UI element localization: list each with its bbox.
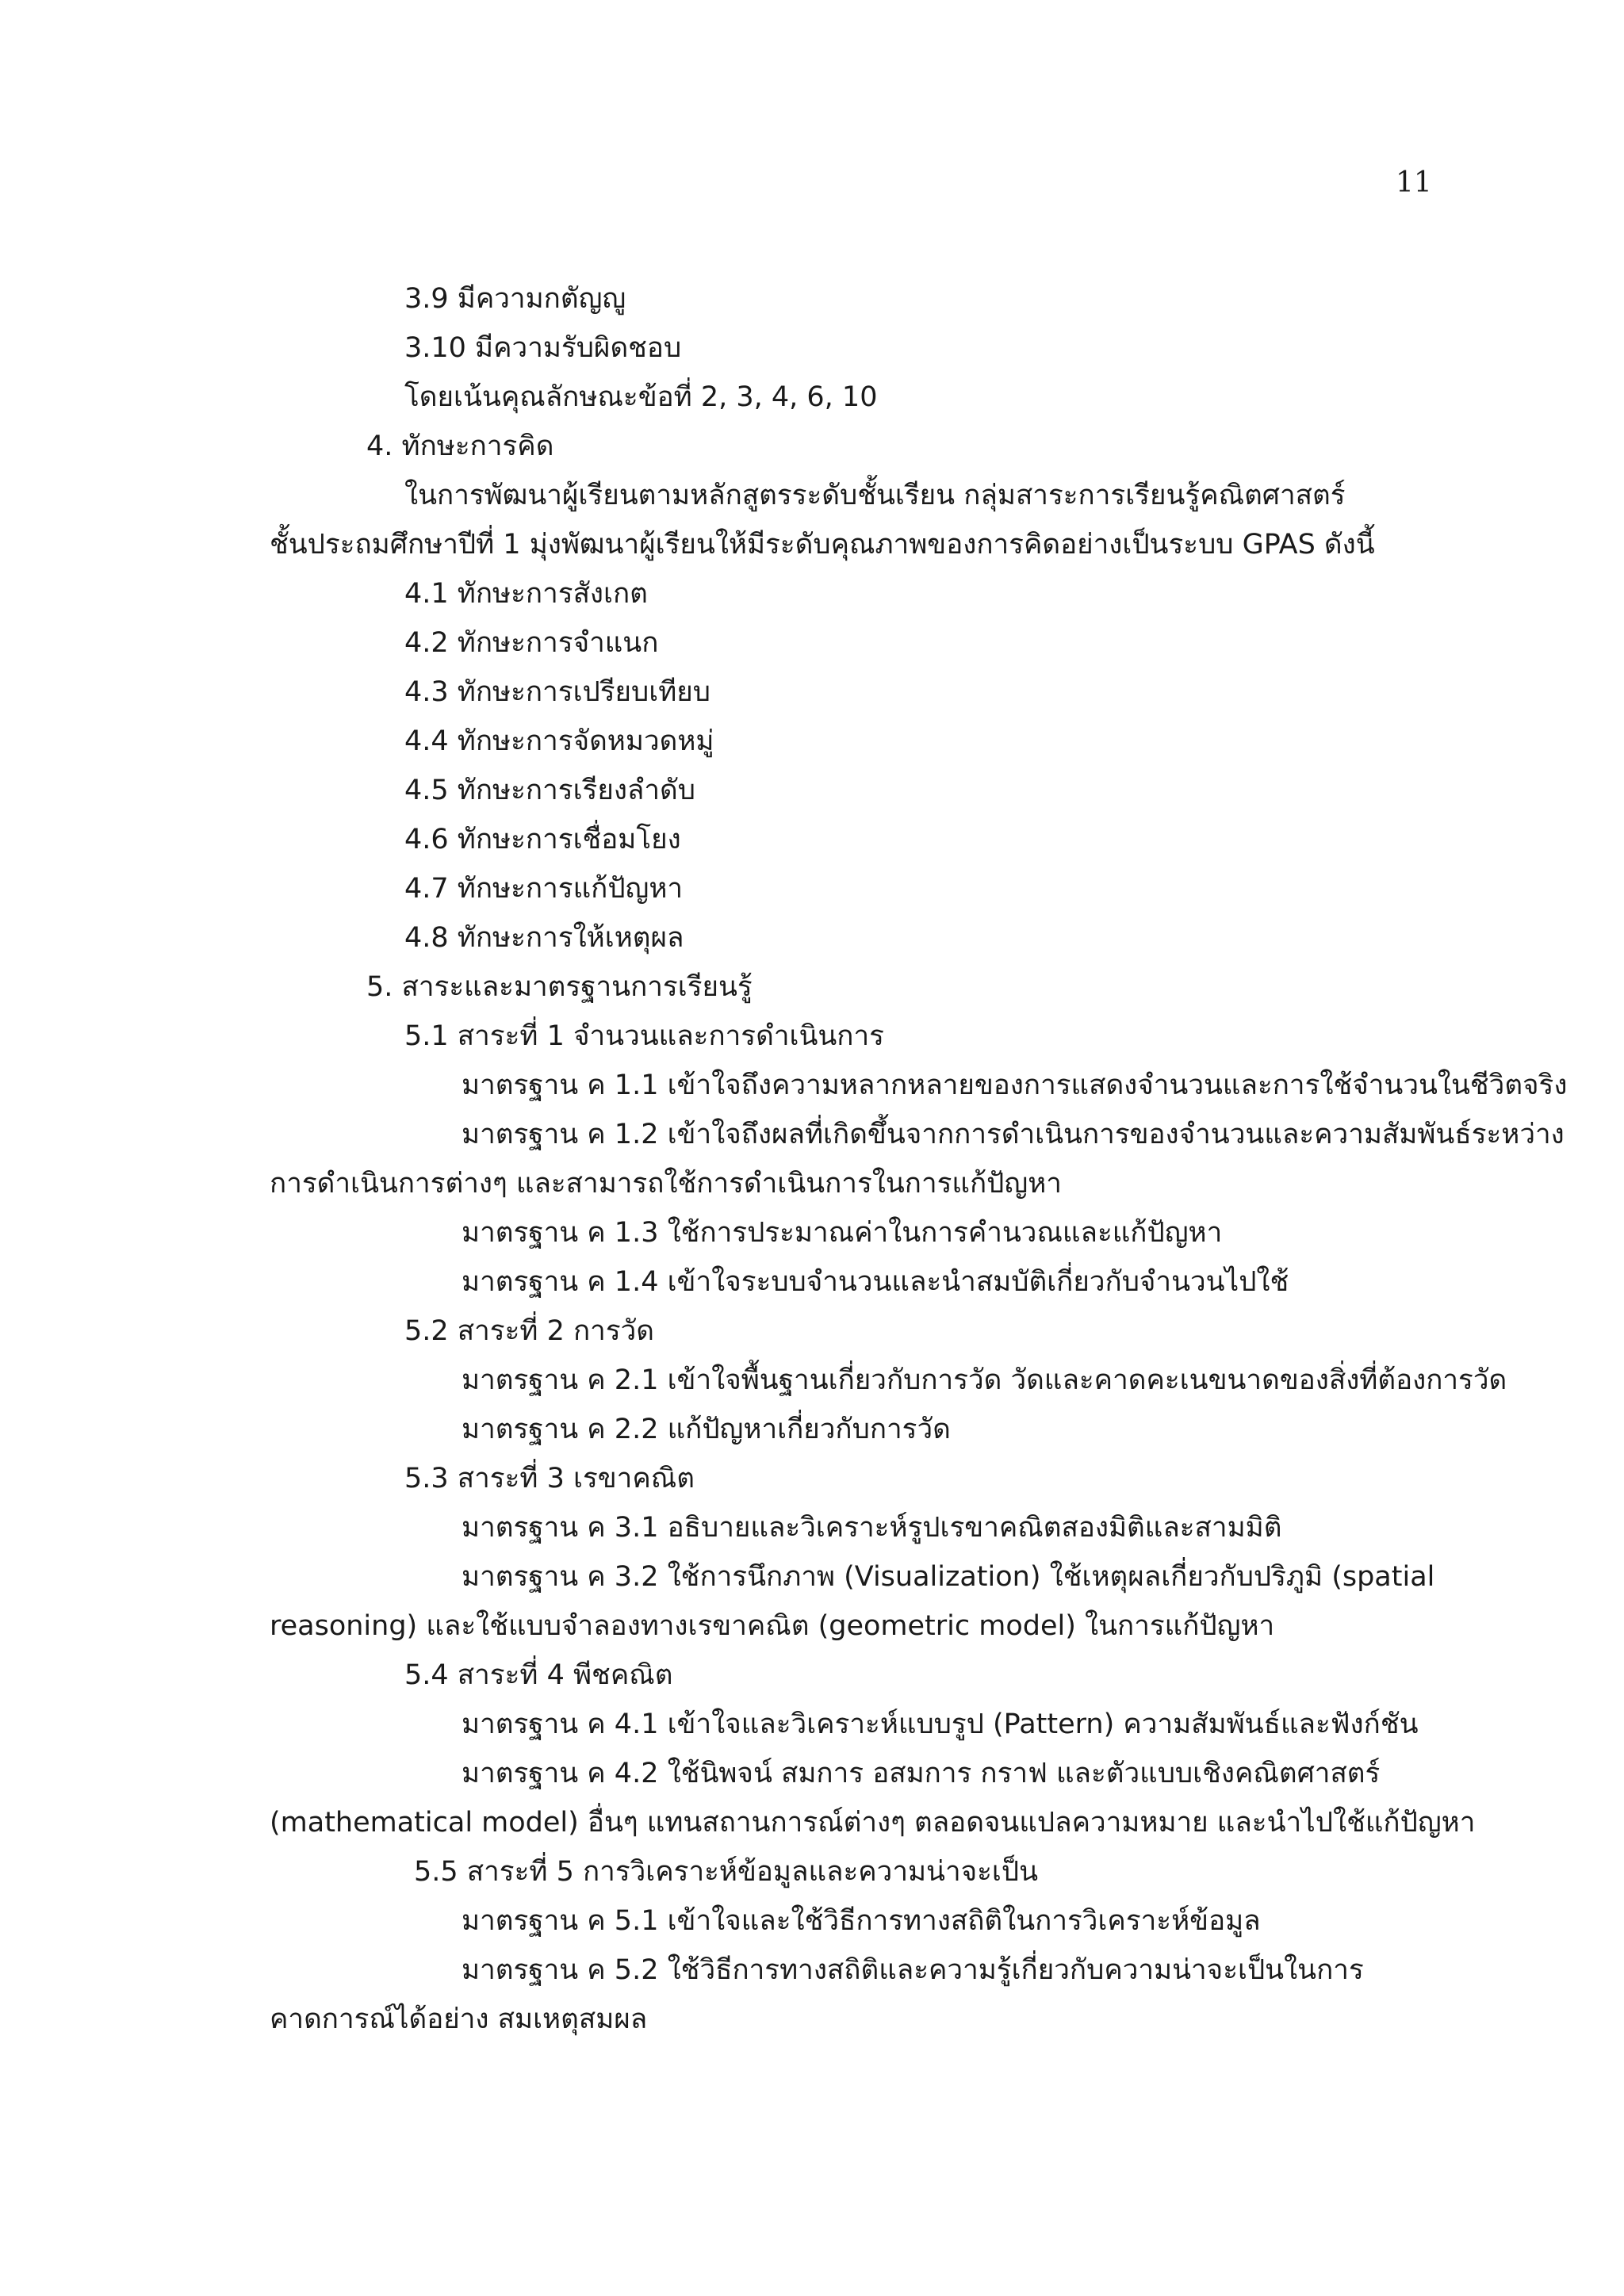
- paragraph-line-2: ชั้นประถมศึกษาปีที่ 1 มุ่งพัฒนาผู้เรียนให้มีระดับคุณภาพของการคิดอย่างเป็นระบบ GPAS ดังนี้: [270, 529, 1375, 561]
- skill-4-5: 4.5 ทักษะการเรียงลำดับ: [404, 775, 695, 806]
- item-3-10: 3.10 มีความรับผิดชอบ: [404, 332, 682, 364]
- standard-5-2: มาตรฐาน ค 5.2 ใช้วิธีการทางสถิติและความรู้เกี่ยวกับความน่าจะเป็นในการ: [462, 1954, 1364, 1986]
- standard-5-1: มาตรฐาน ค 5.1 เข้าใจและใช้วิธีการทางสถิติในการวิเคราะห์ข้อมูล: [462, 1905, 1261, 1937]
- standard-3-1: มาตรฐาน ค 3.1 อธิบายและวิเคราะห์รูปเรขาคณิตสองมิติและสามมิติ: [462, 1512, 1282, 1544]
- standard-1-3: มาตรฐาน ค 1.3 ใช้การประมาณค่าในการคำนวณและแก้ปัญหา: [462, 1217, 1223, 1249]
- standard-4-2: มาตรฐาน ค 4.2 ใช้นิพจน์ สมการ อสมการ กราฟ และตัวแบบเชิงคณิตศาสตร์: [462, 1758, 1381, 1789]
- standard-1-2-cont: การดำเนินการต่างๆ และสามารถใช้การดำเนินการในการแก้ปัญหา: [270, 1168, 1062, 1200]
- standard-5-2-cont: คาดการณ์ได้อย่าง สมเหตุสมผล: [270, 2003, 648, 2035]
- standard-2-2: มาตรฐาน ค 2.2 แก้ปัญหาเกี่ยวกับการวัด: [462, 1414, 951, 1445]
- strand-5-4: 5.4 สาระที่ 4 พีชคณิต: [404, 1659, 673, 1691]
- item-3-9: 3.9 มีความกตัญญู: [404, 283, 626, 315]
- heading-thinking-skills: 4. ทักษะการคิด: [366, 430, 554, 462]
- paragraph-line-1: ในการพัฒนาผู้เรียนตามหลักสูตรระดับชั้นเรียน กลุ่มสาระการเรียนรู้คณิตศาสตร์: [404, 480, 1346, 511]
- standard-4-1: มาตรฐาน ค 4.1 เข้าใจและวิเคราะห์แบบรูป (Pattern) ความสัมพันธ์และฟังก์ชัน: [462, 1709, 1419, 1740]
- strand-5-2: 5.2 สาระที่ 2 การวัด: [404, 1315, 655, 1347]
- standard-1-4: มาตรฐาน ค 1.4 เข้าใจระบบจำนวนและนำสมบัติเกี่ยวกับจำนวนไปใช้: [462, 1266, 1289, 1298]
- strand-5-5: 5.5 สาระที่ 5 การวิเคราะห์ข้อมูลและความน่าจะเป็น: [414, 1856, 1039, 1888]
- standard-1-2: มาตรฐาน ค 1.2 เข้าใจถึงผลที่เกิดขึ้นจากการดำเนินการของจำนวนและความสัมพันธ์ระหว่าง: [462, 1119, 1565, 1150]
- standard-1-1: มาตรฐาน ค 1.1 เข้าใจถึงความหลากหลายของการแสดงจำนวนและการใช้จำนวนในชีวิตจริง: [462, 1070, 1568, 1101]
- skill-4-3: 4.3 ทักษะการเปรียบเทียบ: [404, 676, 711, 708]
- emphasis-note: โดยเน้นคุณลักษณะข้อที่ 2, 3, 4, 6, 10: [404, 381, 878, 413]
- standard-4-2-cont: (mathematical model) อื่นๆ แทนสถานการณ์ต่างๆ ตลอดจนแปลความหมาย และนำไปใช้แก้ปัญหา: [270, 1807, 1476, 1839]
- skill-4-2: 4.2 ทักษะการจำแนก: [404, 627, 659, 659]
- standard-3-2: มาตรฐาน ค 3.2 ใช้การนึกภาพ (Visualization) ใช้เหตุผลเกี่ยวกับปริภูมิ (spatial: [462, 1561, 1435, 1593]
- standard-2-1: มาตรฐาน ค 2.1 เข้าใจพื้นฐานเกี่ยวกับการวัด วัดและคาดคะเนขนาดของสิ่งที่ต้องการวัด: [462, 1364, 1507, 1396]
- skill-4-7: 4.7 ทักษะการแก้ปัญหา: [404, 873, 684, 905]
- skill-4-4: 4.4 ทักษะการจัดหมวดหมู่: [404, 725, 714, 757]
- heading-standards: 5. สาระและมาตรฐานการเรียนรู้: [366, 971, 753, 1003]
- skill-4-8: 4.8 ทักษะการให้เหตุผล: [404, 922, 684, 954]
- skill-4-1: 4.1 ทักษะการสังเกต: [404, 578, 648, 610]
- page-number: 11: [1396, 166, 1432, 199]
- strand-5-3: 5.3 สาระที่ 3 เรขาคณิต: [404, 1463, 695, 1494]
- strand-5-1: 5.1 สาระที่ 1 จำนวนและการดำเนินการ: [404, 1020, 884, 1052]
- standard-3-2-cont: reasoning) และใช้แบบจำลองทางเรขาคณิต (geometric model) ในการแก้ปัญหา: [270, 1610, 1275, 1642]
- skill-4-6: 4.6 ทักษะการเชื่อมโยง: [404, 824, 681, 855]
